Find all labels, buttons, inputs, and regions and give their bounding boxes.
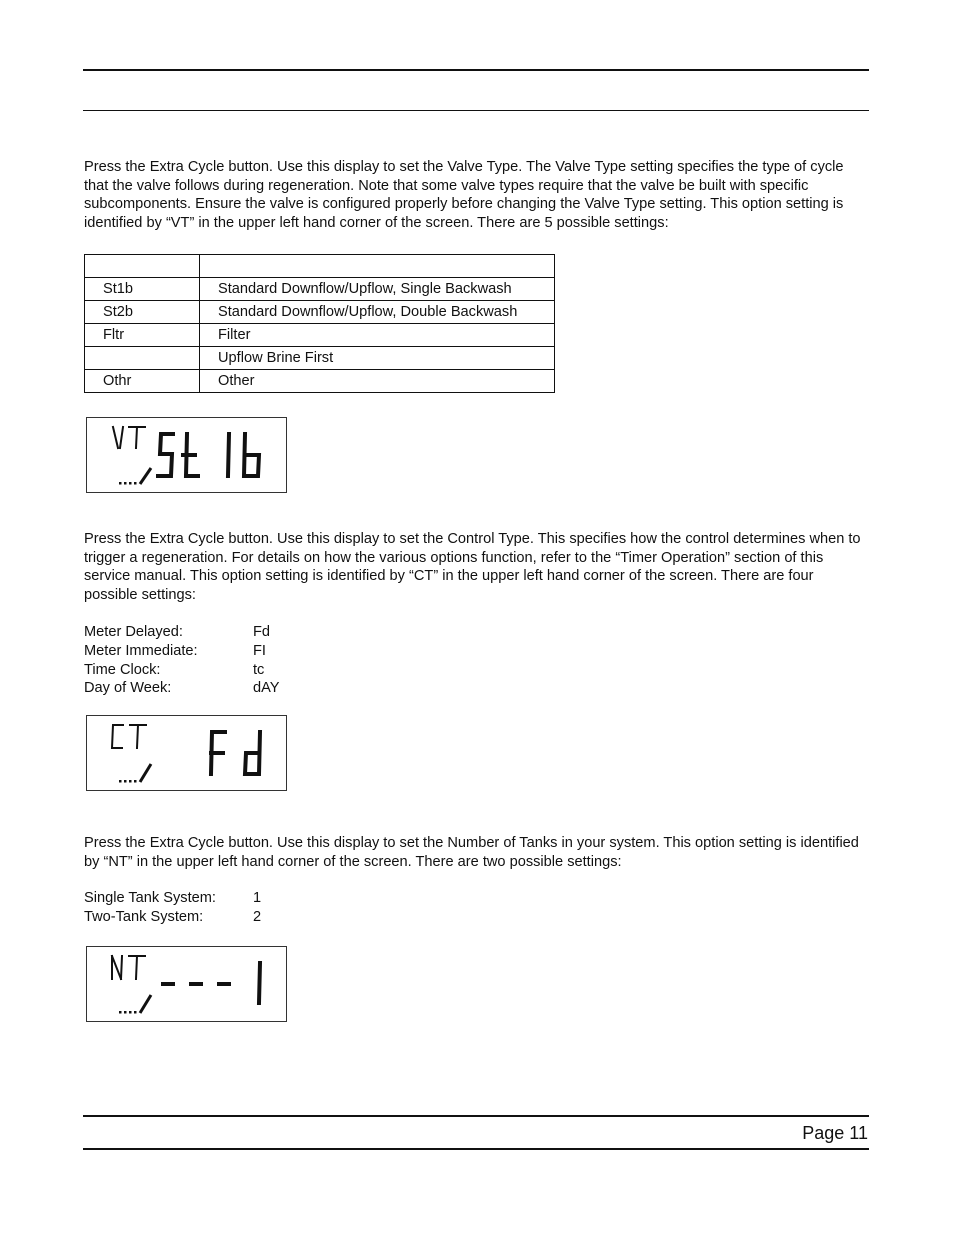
table-row bbox=[85, 324, 555, 347]
option-label: Day of Week: bbox=[84, 680, 172, 697]
footer-rule-top bbox=[83, 1115, 869, 1117]
page-number: Page 11 bbox=[802, 1123, 868, 1143]
lcd-segments-nt-1 bbox=[87, 947, 286, 1021]
table-header-cell bbox=[85, 255, 200, 278]
option-label: Two-Tank System: bbox=[84, 908, 204, 925]
valve-type-paragraph: Press the Extra Cycle button. Use this display to set the Valve Type. The Valve Type setting specifies the type of cycle that the valve follows during regeneration. Note that some valve types require that the valve be built with specific subcomponents. Ensure the valve is configured properly before changing the Valve Type setting. This option setting is identified by “VT” in the upper left hand corner of the screen. There are 5 possible settings: bbox=[84, 159, 844, 232]
table-cell-description: Other bbox=[200, 370, 555, 393]
option-label: Time Clock: bbox=[84, 661, 161, 678]
option-value: 1 bbox=[253, 890, 262, 906]
option-value: FI bbox=[253, 642, 266, 659]
table-cell-code: Fltr bbox=[85, 324, 200, 347]
table-row bbox=[85, 278, 555, 301]
option-label: Meter Immediate: bbox=[84, 642, 198, 659]
option-value: tc bbox=[253, 661, 265, 678]
option-value: dAY bbox=[253, 680, 280, 697]
lcd-segments-vt-st1b bbox=[87, 418, 286, 492]
header-rule-top bbox=[83, 69, 869, 71]
table-cell-code bbox=[85, 347, 200, 370]
option-value: Fd bbox=[253, 624, 271, 640]
number-of-tanks-options bbox=[84, 889, 384, 927]
number-of-tanks-paragraph: Press the Extra Cycle button. Use this display to set the Number of Tanks in your system. This option setting is identified by “NT” in the upper left hand corner of the screen. There are two possible settings: bbox=[84, 835, 859, 870]
header-rule-bottom bbox=[83, 110, 869, 111]
lcd-segments-ct-fd bbox=[87, 716, 286, 790]
lcd-display-control-type bbox=[86, 715, 287, 791]
table-cell-code: Othr bbox=[85, 370, 200, 393]
footer-rule-bottom bbox=[83, 1148, 869, 1150]
valve-type-table bbox=[84, 254, 555, 393]
table-cell-code: St2b bbox=[85, 301, 200, 324]
table-cell-description: Filter bbox=[200, 324, 555, 347]
table-cell-description: Upflow Brine First bbox=[200, 347, 555, 370]
table-cell-description: Standard Downflow/Upflow, Single Backwash bbox=[200, 278, 555, 301]
list-item bbox=[84, 889, 384, 908]
control-type-paragraph: Press the Extra Cycle button. Use this display to set the Control Type. This specifies how the control determines when to trigger a regeneration. For details on how the various options function, refer to the “Timer Operation” section of this service manual. This option setting is identified by “CT” in the upper left hand corner of the screen. There are four possible settings: bbox=[84, 531, 861, 604]
option-label: Single Tank System: bbox=[84, 890, 216, 906]
table-header-cell bbox=[200, 255, 555, 278]
option-label: Meter Delayed: bbox=[84, 624, 183, 640]
table-row bbox=[85, 347, 555, 370]
list-item bbox=[84, 642, 384, 661]
table-row bbox=[85, 301, 555, 324]
list-item bbox=[84, 679, 384, 698]
lcd-display-valve-type bbox=[86, 417, 287, 493]
list-item bbox=[84, 661, 384, 680]
lcd-display-number-of-tanks bbox=[86, 946, 287, 1022]
control-type-options bbox=[84, 623, 384, 698]
table-cell-code: St1b bbox=[85, 278, 200, 301]
table-header-row bbox=[85, 255, 555, 278]
table-row bbox=[85, 370, 555, 393]
list-item bbox=[84, 908, 384, 927]
option-value: 2 bbox=[253, 908, 262, 925]
list-item bbox=[84, 623, 384, 642]
table-cell-description: Standard Downflow/Upflow, Double Backwash bbox=[200, 301, 555, 324]
